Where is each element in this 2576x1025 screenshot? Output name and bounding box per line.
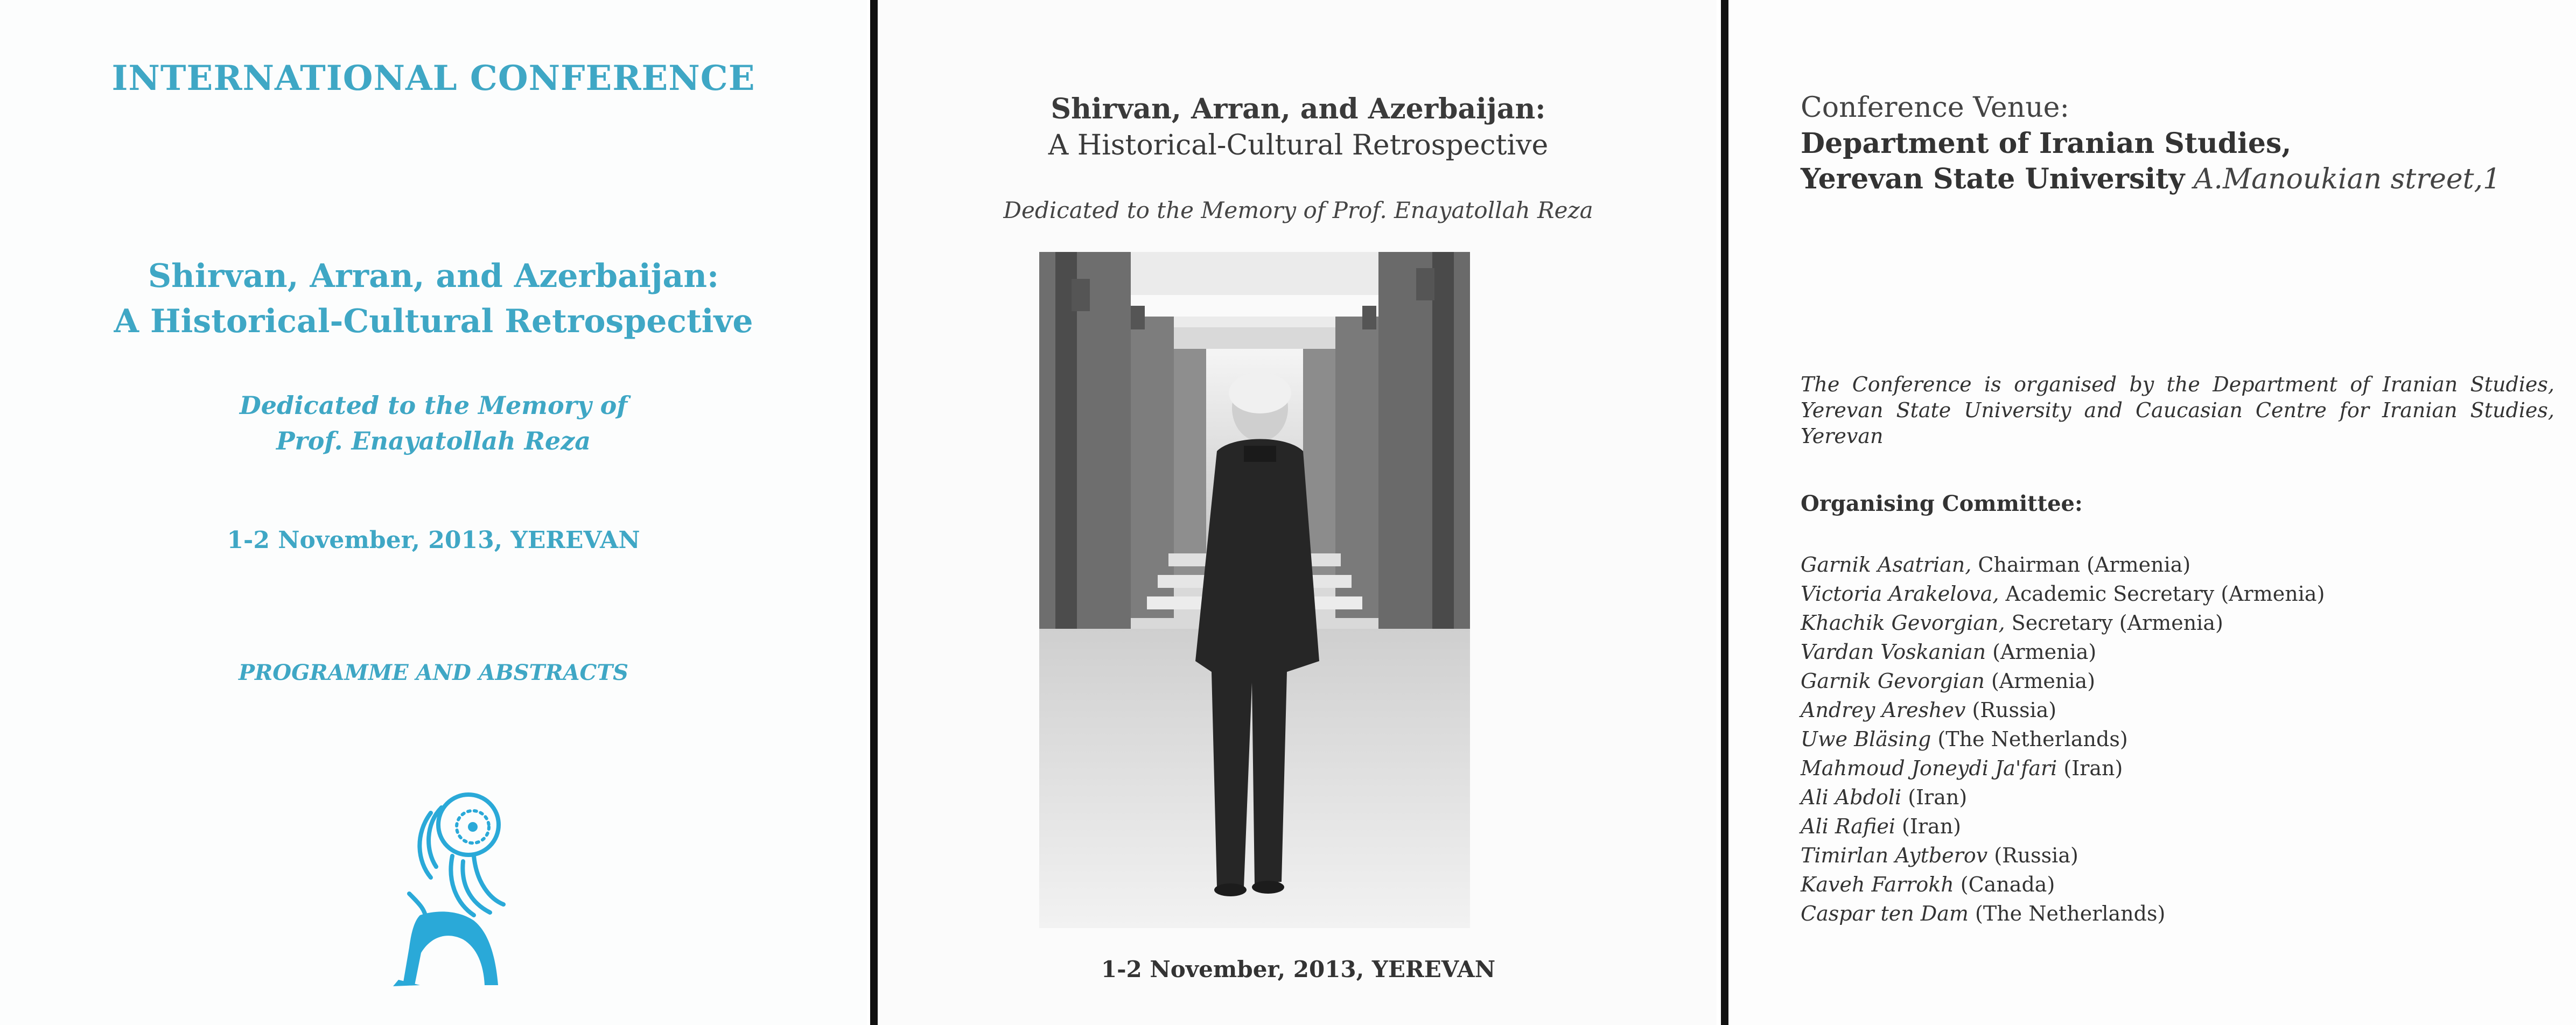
committee-member: Garnik Asatrian, Chairman (Armenia) xyxy=(1801,553,2191,577)
venue-label: Conference Venue: xyxy=(1801,92,2069,124)
fold-divider-1 xyxy=(870,0,878,1025)
conference-heading: INTERNATIONAL CONFERENCE xyxy=(111,58,755,99)
committee-member: Timirlan Aytberov (Russia) xyxy=(1801,844,2078,867)
committee-member: Vardan Voskanian (Armenia) xyxy=(1801,640,2097,664)
cover-dedication-line1: Dedicated to the Memory of xyxy=(239,391,628,420)
cover-panel xyxy=(0,0,867,1025)
inner-title-line1: Shirvan, Arran, and Azerbaijan: xyxy=(1051,93,1546,125)
committee-member: Khachik Gevorgian, Secretary (Armenia) xyxy=(1801,611,2223,635)
committee-member: Ali Abdoli (Iran) xyxy=(1801,785,1968,809)
cover-title-line2: A Historical-Cultural Retrospective xyxy=(114,303,753,340)
venue-address: A.Manoukian street,1 xyxy=(2193,163,2501,195)
committee-member: Andrey Areshev (Russia) xyxy=(1801,698,2057,722)
venue-panel xyxy=(1730,0,2576,1025)
venue-department: Department of Iranian Studies, xyxy=(1801,127,2292,160)
committee-member: Victoria Arakelova, Academic Secretary (Armenia) xyxy=(1801,582,2325,606)
committee-member: Garnik Gevorgian (Armenia) xyxy=(1801,669,2096,693)
cover-dedication-line2: Prof. Enayatollah Reza xyxy=(276,426,591,455)
committee-member: Caspar ten Dam (The Netherlands) xyxy=(1801,902,2166,925)
cover-title-line1: Shirvan, Arran, and Azerbaijan: xyxy=(148,257,719,295)
inner-dedication: Dedicated to the Memory of Prof. Enayatollah Reza xyxy=(1003,197,1593,223)
committee-member: Uwe Bläsing (The Netherlands) xyxy=(1801,727,2128,751)
committee-member: Ali Rafiei (Iran) xyxy=(1801,815,1962,838)
venue-university: Yerevan State University xyxy=(1801,163,2185,195)
title-panel xyxy=(880,0,1717,1025)
committee-list xyxy=(1801,550,2325,928)
inner-date: 1-2 November, 2013, YEREVAN xyxy=(1101,956,1496,982)
cover-date: 1-2 November, 2013, YEREVAN xyxy=(227,526,640,554)
organiser-statement: The Conference is organised by the Department of Iranian Studies, Yerevan State University and Caucasian Centre for Iranian Studies, Yerevan xyxy=(1801,373,2554,448)
committee-member: Mahmoud Joneydi Ja'fari (Iran) xyxy=(1801,756,2123,780)
committee-heading: Organising Committee: xyxy=(1801,491,2083,516)
inner-title-line2: A Historical-Cultural Retrospective xyxy=(1048,129,1549,162)
committee-member: Kaveh Farrokh (Canada) xyxy=(1801,873,2055,896)
cover-subtitle: PROGRAMME AND ABSTRACTS xyxy=(238,660,629,685)
conference-emblem-icon xyxy=(388,775,538,991)
venue-university-line xyxy=(1801,163,2501,195)
portrait-photo xyxy=(1039,252,1470,928)
fold-divider-2 xyxy=(1721,0,1728,1025)
